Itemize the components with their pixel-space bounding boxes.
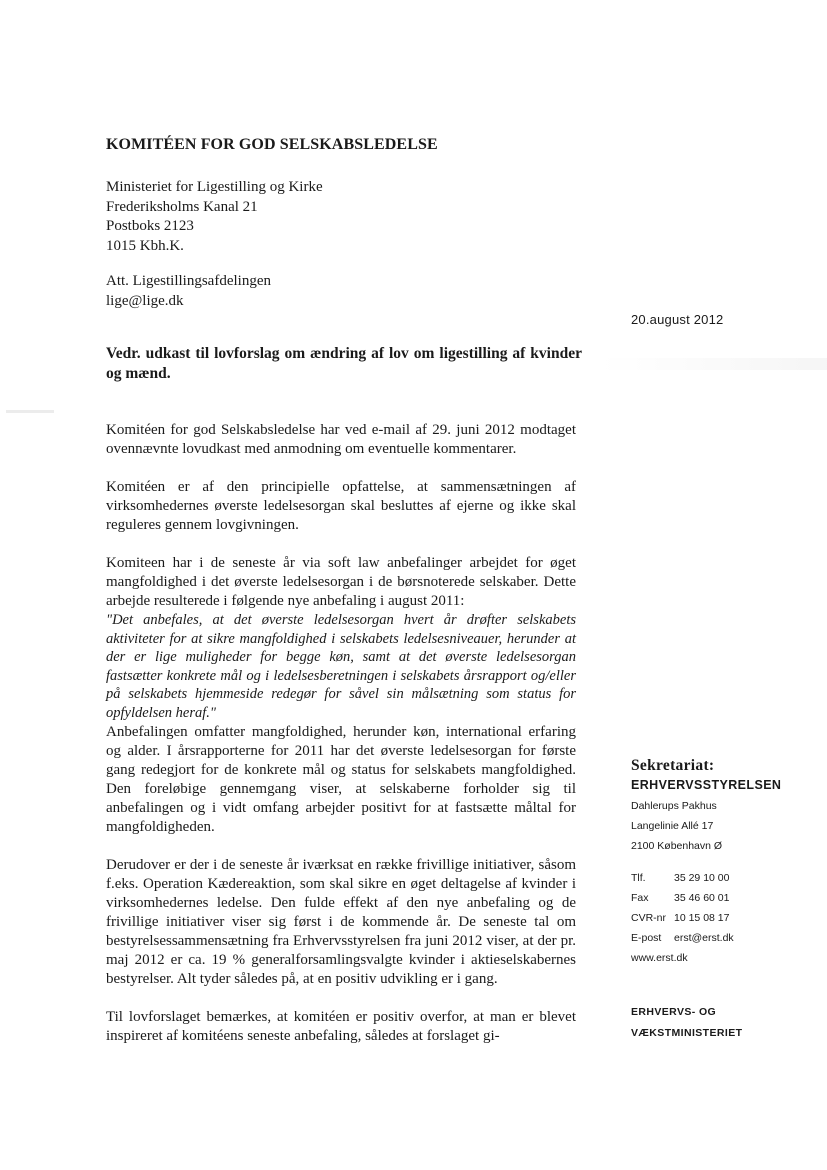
contact-row [631, 868, 821, 888]
body-paragraph: Derudover er der i de seneste år iværksat en række frivillige initiativer, såsom f.eks. Operation Kædereaktion, som skal sikre en øget deltagelse af kvinder i virksomhedernes ledelse. Den fulde effekt af den nye anbefaling og de frivillige initiativer viser sig først i de kommende år. De seneste tal om bestyrelsessammensætning fra Erhvervsstyrelsen fra juni 2012 viser, at der pr. maj 2012 er ca. 19 % generalforsamlingsvalgte kvinder i aktieselskabernes bestyrelser. Alt tyder således på, at en positiv udvikling er i gang. [106, 856, 576, 987]
fax-number: 35 46 60 01 [674, 892, 730, 904]
phone-number: 35 29 10 00 [674, 872, 730, 884]
recommendation-section [106, 554, 576, 837]
website: www.erst.dk [631, 952, 688, 964]
recipient-line: Postboks 2123 [106, 218, 194, 234]
attention-block [106, 272, 506, 311]
ministry-line: ERHVERVS- OG [631, 1006, 717, 1018]
attention-line: Att. Ligestillingsafdelingen [106, 273, 271, 289]
body-paragraph: Komiteen har i de seneste år via soft law anbefalinger arbejdet for øget mangfoldighed i det øverste ledelsesorgan i de børsnoterede selskaber. Dette arbejde resulterede i følgende nye anbefaling i august 2011: [106, 555, 576, 609]
contact-label: E-post [631, 932, 662, 944]
recipient-email: lige@lige.dk [106, 292, 184, 309]
email-address: erst@erst.dk [674, 932, 734, 944]
letter-body [106, 421, 576, 1046]
contact-block [631, 868, 821, 968]
ministry-line: VÆKSTMINISTERIET [631, 1027, 743, 1039]
scan-artifact [6, 410, 54, 413]
contact-row [631, 908, 821, 928]
recipient-line: Frederiksholms Kanal 21 [106, 198, 258, 215]
contact-label: CVR-nr [631, 912, 667, 924]
letter-date: 20.august 2012 [631, 312, 724, 327]
address-line: Langelinie Allé 17 [631, 820, 714, 832]
cvr-number: 10 15 08 17 [674, 912, 730, 924]
body-paragraph: Anbefalingen omfatter mangfoldighed, herunder køn, international erfaring og alder. I årsrapporterne for 2011 har det øverste ledelsesorgan for første gang redegjort for de konkrete mål og status for selskabets mangfoldighed. Den foreløbige gennemgang viser, at selskaberne forholder sig til anbefalingen og i vidt omfang arbejder positivt for at fastsætte måltal for mangfoldigheden. [106, 723, 576, 835]
ministry-name [631, 1002, 821, 1044]
secretariat-sidebar [631, 756, 821, 1044]
contact-row [631, 948, 821, 968]
contact-row [631, 888, 821, 908]
recipient-line: 1015 Kbh.K. [106, 237, 184, 254]
secretariat-heading: Sekretariat: [631, 757, 715, 774]
organization-title: KOMITÉEN FOR GOD SELSKABSLEDELSE [106, 136, 438, 153]
body-paragraph: Komitéen er af den principielle opfattelse, at sammensætningen af virksomhedernes øverste ledelsesorgan skal besluttes af ejerne og ikke skal reguleres gennem lovgivningen. [106, 479, 576, 533]
address-line: 2100 København Ø [631, 840, 723, 852]
scan-artifact-band [600, 358, 827, 370]
recipient-line: Ministeriet for Ligestilling og Kirke [106, 179, 323, 195]
contact-row [631, 928, 821, 948]
recommendation-quote: "Det anbefales, at det øverste ledelsesorgan hvert år drøfter selskabets aktiviteter for at sikre mangfoldighed i selskabets ledelsesniveauer, herunder at der er lige muligheder for begge køn, samt at det øverste ledelsesorgan fastsætter konkrete mål og i ledelsesberetningen i selskabets årsrapport og/eller på selskabets hjemmeside redegør for såvel sin målsætning som status for opfyldelsen heraf." [106, 612, 576, 721]
contact-label: Tlf. [631, 872, 646, 884]
address-line: Dahlerups Pakhus [631, 800, 717, 812]
agency-name: ERHVERVSSTYRELSEN [631, 778, 782, 792]
contact-label: Fax [631, 892, 649, 904]
body-paragraph: Komitéen for god Selskabsledelse har ved e-mail af 29. juni 2012 modtaget ovennævnte lovudkast med anmodning om eventuelle kommentarer. [106, 422, 576, 457]
body-paragraph: Til lovforslaget bemærkes, at komitéen er positiv overfor, at man er blevet inspireret af komitéens seneste anbefaling, således at forslaget gi- [106, 1008, 576, 1044]
recipient-address [106, 178, 506, 256]
subject-line: Vedr. udkast til lovforslag om ændring af lov om ligestilling af kvinder og mænd. [106, 345, 582, 382]
